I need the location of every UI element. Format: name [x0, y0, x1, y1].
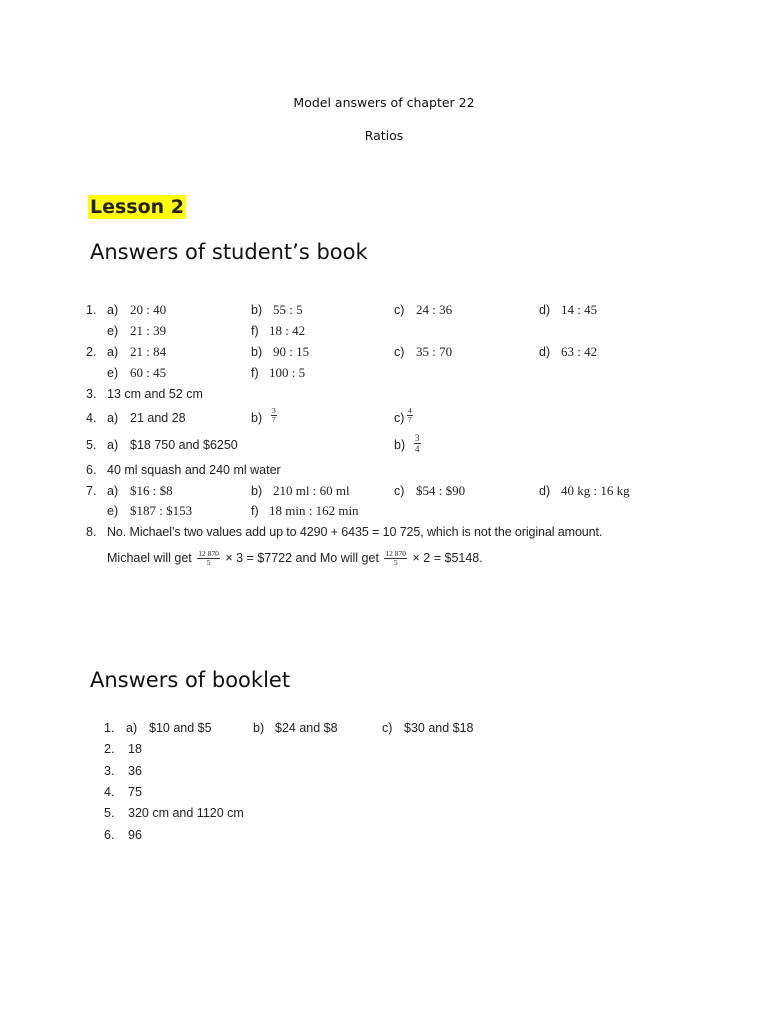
answer-value: 40 kg : 16 kg: [561, 483, 630, 498]
answer-value: $10 and $5: [149, 721, 212, 735]
answer-value: 63 : 42: [561, 344, 598, 359]
answer-text: No. Michael’s two values add up to 4290 + 6435 = 10 725, which is not the original amount.: [107, 525, 603, 539]
part-label: c): [394, 345, 405, 359]
part-label: a): [107, 484, 119, 498]
booklet-heading: Answers of booklet: [90, 668, 291, 692]
answer-text-part: Michael will get: [107, 550, 192, 565]
question-number: 3.: [86, 387, 97, 401]
answer-value: 96: [128, 828, 142, 842]
part-label: f): [251, 504, 259, 518]
answer-value: $24 and $8: [275, 721, 338, 735]
answer-value: 75: [128, 785, 142, 799]
part-label: b): [251, 303, 263, 317]
lesson-label: Lesson 2: [90, 196, 185, 218]
answer-value: $187 : $153: [130, 503, 193, 518]
answer-value: 18 min : 162 min: [269, 503, 359, 518]
question-number: 4.: [86, 411, 97, 425]
fraction: [271, 407, 277, 425]
answer-value: $54 : $90: [416, 483, 466, 498]
answer-value: 20 : 40: [130, 302, 167, 317]
part-label: d): [539, 345, 551, 359]
part-label: b): [251, 345, 263, 359]
answer-value: 55 : 5: [273, 302, 303, 317]
document-title: Model answers of chapter 22: [293, 95, 475, 110]
fraction-numerator: 12 870: [385, 549, 407, 558]
question-number: 6.: [86, 463, 97, 477]
answer-value: 320 cm and 1120 cm: [128, 806, 244, 820]
fraction: [407, 407, 413, 425]
answer-value: 14 : 45: [561, 302, 598, 317]
part-label: e): [107, 366, 119, 380]
question-number: 2.: [104, 742, 115, 756]
part-label: a): [107, 345, 119, 359]
part-label: b): [253, 721, 265, 735]
part-label: d): [539, 303, 551, 317]
answer-value: 100 : 5: [269, 365, 306, 380]
student-book-heading: Answers of student’s book: [90, 240, 368, 264]
answer-value: 18: [128, 742, 142, 756]
answer-value: 21 : 84: [130, 344, 167, 359]
answer-value: 21 : 39: [130, 323, 167, 338]
answer-text: [107, 550, 483, 567]
part-label: d): [539, 484, 551, 498]
fraction-denominator: 7: [272, 415, 276, 425]
part-label: f): [251, 366, 259, 380]
question-number: 1.: [86, 303, 97, 317]
part-label: a): [126, 721, 138, 735]
answer-value: 40 ml squash and 240 ml water: [107, 463, 281, 477]
question-number: 1.: [104, 721, 115, 735]
part-label: a): [107, 303, 119, 317]
part-label: b): [251, 484, 263, 498]
part-label: c): [382, 721, 393, 735]
question-number: 6.: [104, 828, 115, 842]
answer-value: $16 : $8: [130, 483, 173, 498]
question-number: 8.: [86, 525, 97, 539]
part-label: a): [107, 438, 119, 452]
part-label: b): [251, 411, 263, 425]
question-number: 5.: [86, 438, 97, 452]
question-number: 5.: [104, 806, 115, 820]
answer-value: 13 cm and 52 cm: [107, 387, 203, 401]
part-label: c): [394, 484, 405, 498]
fraction: [414, 433, 421, 454]
part-label: a): [107, 411, 119, 425]
fraction-numerator: 4: [408, 406, 412, 416]
answer-value: 90 : 15: [273, 344, 310, 359]
document-subtitle: Ratios: [364, 128, 404, 143]
fraction-numerator: 3: [272, 406, 276, 416]
answer-value: 21 and 28: [130, 411, 186, 425]
question-number: 2.: [86, 345, 97, 359]
part-label: f): [251, 324, 259, 338]
part-label: c): [394, 411, 405, 425]
part-label: c): [394, 303, 405, 317]
part-label: e): [107, 504, 119, 518]
fraction-denominator: 4: [415, 444, 420, 454]
answer-text-part: × 3 = $7722 and Mo will get: [225, 550, 379, 565]
answer-value: 60 : 45: [130, 365, 167, 380]
answer-value: 18 : 42: [269, 323, 306, 338]
answer-value: $18 750 and $6250: [130, 438, 238, 452]
fraction-denominator: 5: [206, 558, 211, 567]
question-number: 4.: [104, 785, 115, 799]
fraction-numerator: 12 870: [198, 549, 219, 558]
answer-value: $30 and $18: [404, 721, 474, 735]
fraction-denominator: 5: [393, 558, 398, 567]
question-number: 7.: [86, 484, 97, 498]
answer-value: 35 : 70: [416, 344, 453, 359]
part-label: b): [394, 438, 406, 452]
answer-text-part: × 2 = $5148.: [412, 550, 483, 565]
part-label: e): [107, 324, 119, 338]
question-number: 3.: [104, 764, 115, 778]
answer-value: 210 ml : 60 ml: [273, 483, 350, 498]
answer-value: 36: [128, 764, 142, 778]
fraction-numerator: 3: [415, 433, 420, 443]
fraction-denominator: 7: [408, 415, 412, 425]
answer-value: 24 : 36: [416, 302, 453, 317]
